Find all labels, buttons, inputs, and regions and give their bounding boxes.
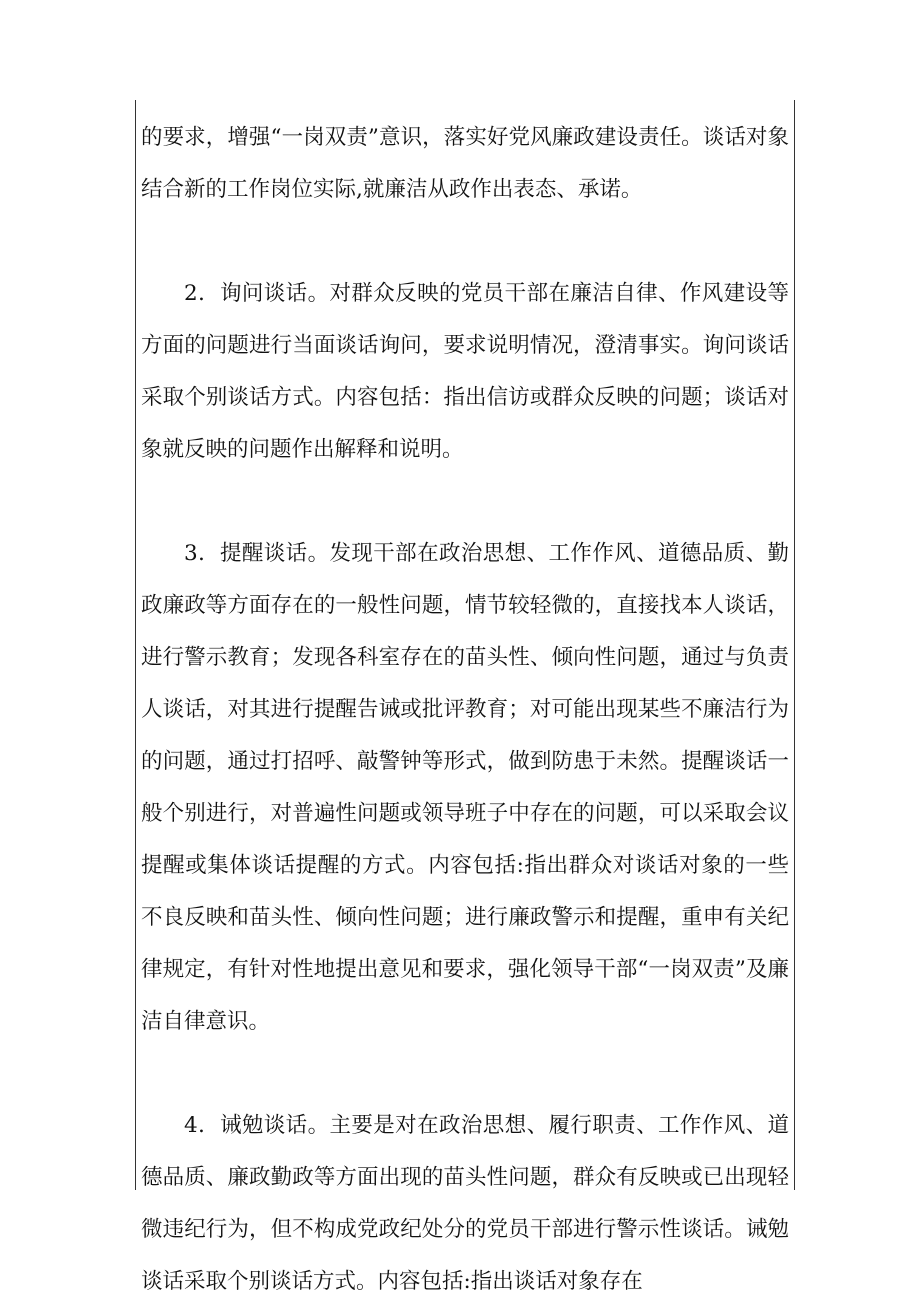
document-body xyxy=(141,112,789,1308)
paragraph-inquiry-talk: 2．询问谈话。对群众反映的党员干部在廉洁自律、作风建设等方面的问题进行当面谈话询问，要求说明情况，澄清事实。询问谈话采取个别谈话方式。内容包括：指出信访或群众反映的问题；谈话对象就反映的问题作出解释和说明。 xyxy=(141,281,789,462)
paragraph-continuation: 的要求，增强“一岗双责”意识，落实好党风廉政建设责任。谈话对象结合新的工作岗位实际,就廉洁从政作出表态、承诺。 xyxy=(141,125,789,202)
paragraph-admonition-talk: 4．诫勉谈话。主要是对在政治思想、履行职责、工作作风、道德品质、廉政勤政等方面出现的苗头性问题，群众有反映或已出现轻微违纪行为，但不构成党政纪处分的党员干部进行警示性谈话。诫勉谈话采取个别谈话方式。内容包括:指出谈话对象存在 xyxy=(141,1113,789,1294)
paragraph-reminder-talk: 3．提醒谈话。发现干部在政治思想、工作作风、道德品质、勤政廉政等方面存在的一般性问题，情节较轻微的，直接找本人谈话，进行警示教育；发现各科室存在的苗头性、倾向性问题，通过与负责人谈话，对其进行提醒告诫或批评教育；对可能出现某些不廉洁行为的问题，通过打招呼、敲警钟等形式，做到防患于未然。提醒谈话一般个别进行，对普遍性问题或领导班子中存在的问题，可以采取会议提醒或集体谈话提醒的方式。内容包括:指出群众对谈话对象的一些不良反映和苗头性、倾向性问题；进行廉政警示和提醒，重申有关纪律规定，有针对性地提出意见和要求，强化领导干部“一岗双责”及廉洁自律意识。 xyxy=(141,541,789,1034)
